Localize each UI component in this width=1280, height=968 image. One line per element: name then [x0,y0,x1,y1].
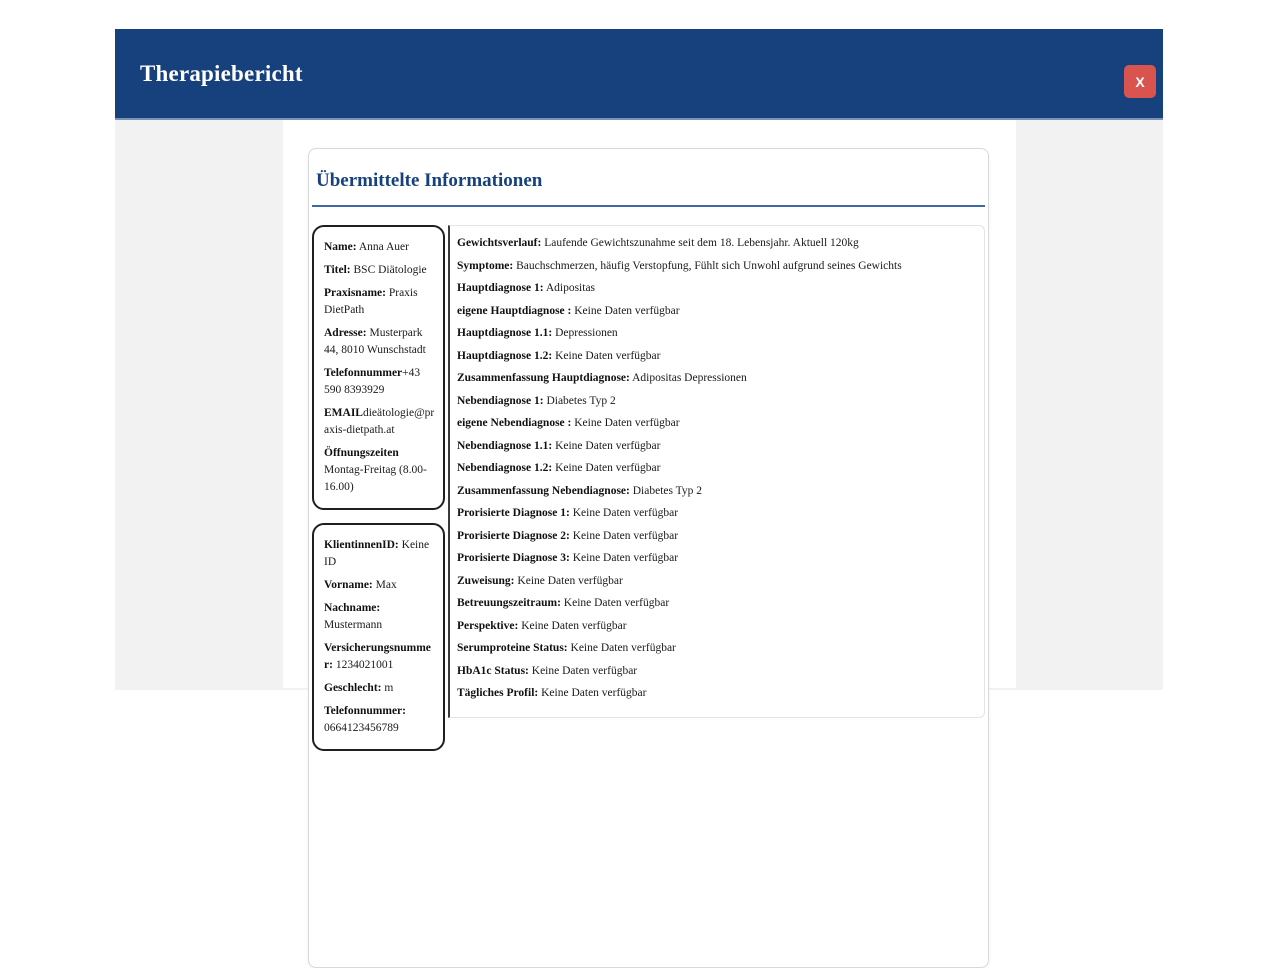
field-value: 0664123456789 [324,722,399,734]
report-row [457,528,974,545]
report-row-value: Keine Daten verfügbar [567,642,676,654]
practitioner-field [324,285,435,319]
practitioner-field [324,325,435,359]
report-row-label: Nebendiagnose 1: [457,394,544,407]
field-label: Praxisname: [324,287,386,299]
field-label: Nachname: [324,602,381,614]
report-row-value: Keine Daten verfügbar [514,574,623,587]
field-label: KlientinnenID: [324,539,399,551]
report-row [457,573,974,590]
field-value: BSC Diätologie [350,264,427,276]
report-row [457,685,974,702]
report-row [457,595,974,612]
report-row-value: Diabetes Typ 2 [629,484,702,497]
report-row-value: Keine Daten verfügbar [569,507,679,519]
report-row-value: Keine Daten verfügbar [569,529,679,542]
report-row-value: Keine Daten verfügbar [538,687,647,699]
report-row [457,460,974,477]
field-label: Geschlecht: [324,682,382,694]
field-value: 1234021001 [332,659,394,671]
report-row-value: Keine Daten verfügbar [569,552,679,564]
report-row-label: Symptome: [457,259,514,272]
report-row-value: Keine Daten verfügbar [518,619,627,632]
report-row-label: Prorisierte Diagnose 1: [457,507,570,519]
field-value: m [381,682,394,694]
field-label: Telefonnummer: [324,705,406,717]
practitioner-field [324,262,435,279]
report-row [457,415,974,432]
content-page [283,120,1016,734]
report-row [457,258,974,275]
field-label: Name: [324,241,357,253]
report-row [457,393,974,410]
practitioner-info-box [312,225,445,510]
report-row-label: Betreuungszeitraum: [457,597,561,609]
report-row-value: Adipositas [543,282,596,294]
report-row [457,280,974,297]
field-value: Musterpark 44, 8010 Wunschstadt [324,327,426,356]
client-field [324,600,435,634]
report-row [457,438,974,455]
field-label: Versicherungsnummer: [324,642,431,671]
field-label: EMAIL [324,407,363,419]
report-row-label: Prorisierte Diagnose 3: [457,552,570,564]
section-title: Übermittelte Informationen [312,149,985,207]
report-row-value: Depressionen [552,327,618,339]
window-body [115,120,1163,734]
report-row [457,483,974,500]
submitted-information-card [308,148,989,968]
practitioner-field [324,405,435,439]
report-row-label: eigene Hauptdiagnose : [457,304,572,317]
report-row-label: Zuweisung: [457,574,515,587]
field-value: Max [372,579,397,591]
report-row [457,640,974,657]
report-row [457,348,974,365]
report-row-label: Prorisierte Diagnose 2: [457,529,570,542]
report-row [457,325,974,342]
report-row [457,550,974,567]
report-row [457,505,974,522]
field-label: Telefonnummer [324,367,403,379]
report-row-value: Keine Daten verfügbar [560,597,670,609]
field-value: Praxis DietPath [324,287,418,316]
client-field [324,680,435,697]
report-row-label: eigene Nebendiagnose : [457,417,572,429]
report-row-label: Perspektive: [457,619,519,632]
content-columns [312,207,985,764]
close-icon: X [1135,73,1145,90]
report-row [457,618,974,635]
report-row-label: Hauptdiagnose 1: [457,282,544,294]
report-row-value: Keine Daten verfügbar [552,462,661,474]
field-label: Öffnungszeiten [324,447,399,459]
client-field [324,577,435,594]
report-row-label: Gewichtsverlauf: [457,237,542,249]
report-row-value: Keine Daten verfügbar [571,417,680,429]
report-details-panel [448,225,985,718]
client-field [324,640,435,674]
report-row-label: Zusammenfassung Nebendiagnose: [457,484,630,497]
report-row-value: Keine Daten verfügbar [571,304,680,317]
report-row-value: Laufende Gewichtszunahme seit dem 18. Lebensjahr. Aktuell 120kg [541,237,859,249]
field-value: +43 590 8393929 [324,367,421,396]
report-row-label: Serumproteine Status: [457,642,568,654]
report-row-value: Keine Daten verfügbar [528,664,638,677]
field-value: Montag-Freitag (8.00-16.00) [324,464,427,493]
field-label: Titel: [324,264,351,276]
field-value: Keine ID [324,539,430,568]
close-button[interactable] [1124,65,1156,98]
report-row-label: Tägliches Profil: [457,687,539,699]
left-column [312,225,445,764]
practitioner-field [324,445,435,496]
window-title: Therapiebericht [140,60,303,86]
report-row [457,235,974,252]
report-row-value: Adipositas Depressionen [629,372,747,384]
window-header [115,29,1163,120]
report-row-label: Hauptdiagnose 1.2: [457,349,553,362]
report-row-value: Keine Daten verfügbar [552,349,661,362]
report-row-value: Keine Daten verfügbar [552,439,661,452]
report-row-label: Zusammenfassung Hauptdiagnose: [457,372,630,384]
client-info-box [312,523,445,751]
report-row [457,303,974,320]
field-label: Vorname: [324,579,373,591]
report-row-label: Nebendiagnose 1.2: [457,462,553,474]
report-row-label: Nebendiagnose 1.1: [457,439,553,452]
field-label: Adresse: [324,327,367,339]
field-value: dieätologie@praxis-dietpath.at [324,407,435,436]
field-value: Mustermann [324,619,383,631]
report-row [457,370,974,387]
practitioner-field [324,239,435,256]
client-field [324,703,435,737]
report-row-value: Diabetes Typ 2 [543,394,616,407]
report-row-label: HbA1c Status: [457,664,529,677]
report-row-label: Hauptdiagnose 1.1: [457,327,553,339]
client-field [324,537,435,571]
field-value: Anna Auer [356,241,409,253]
therapy-report-window [115,29,1163,734]
report-row-value: Bauchschmerzen, häufig Verstopfung, Fühlt sich Unwohl aufgrund seines Gewichts [513,259,902,272]
report-row [457,663,974,680]
practitioner-field [324,365,435,399]
